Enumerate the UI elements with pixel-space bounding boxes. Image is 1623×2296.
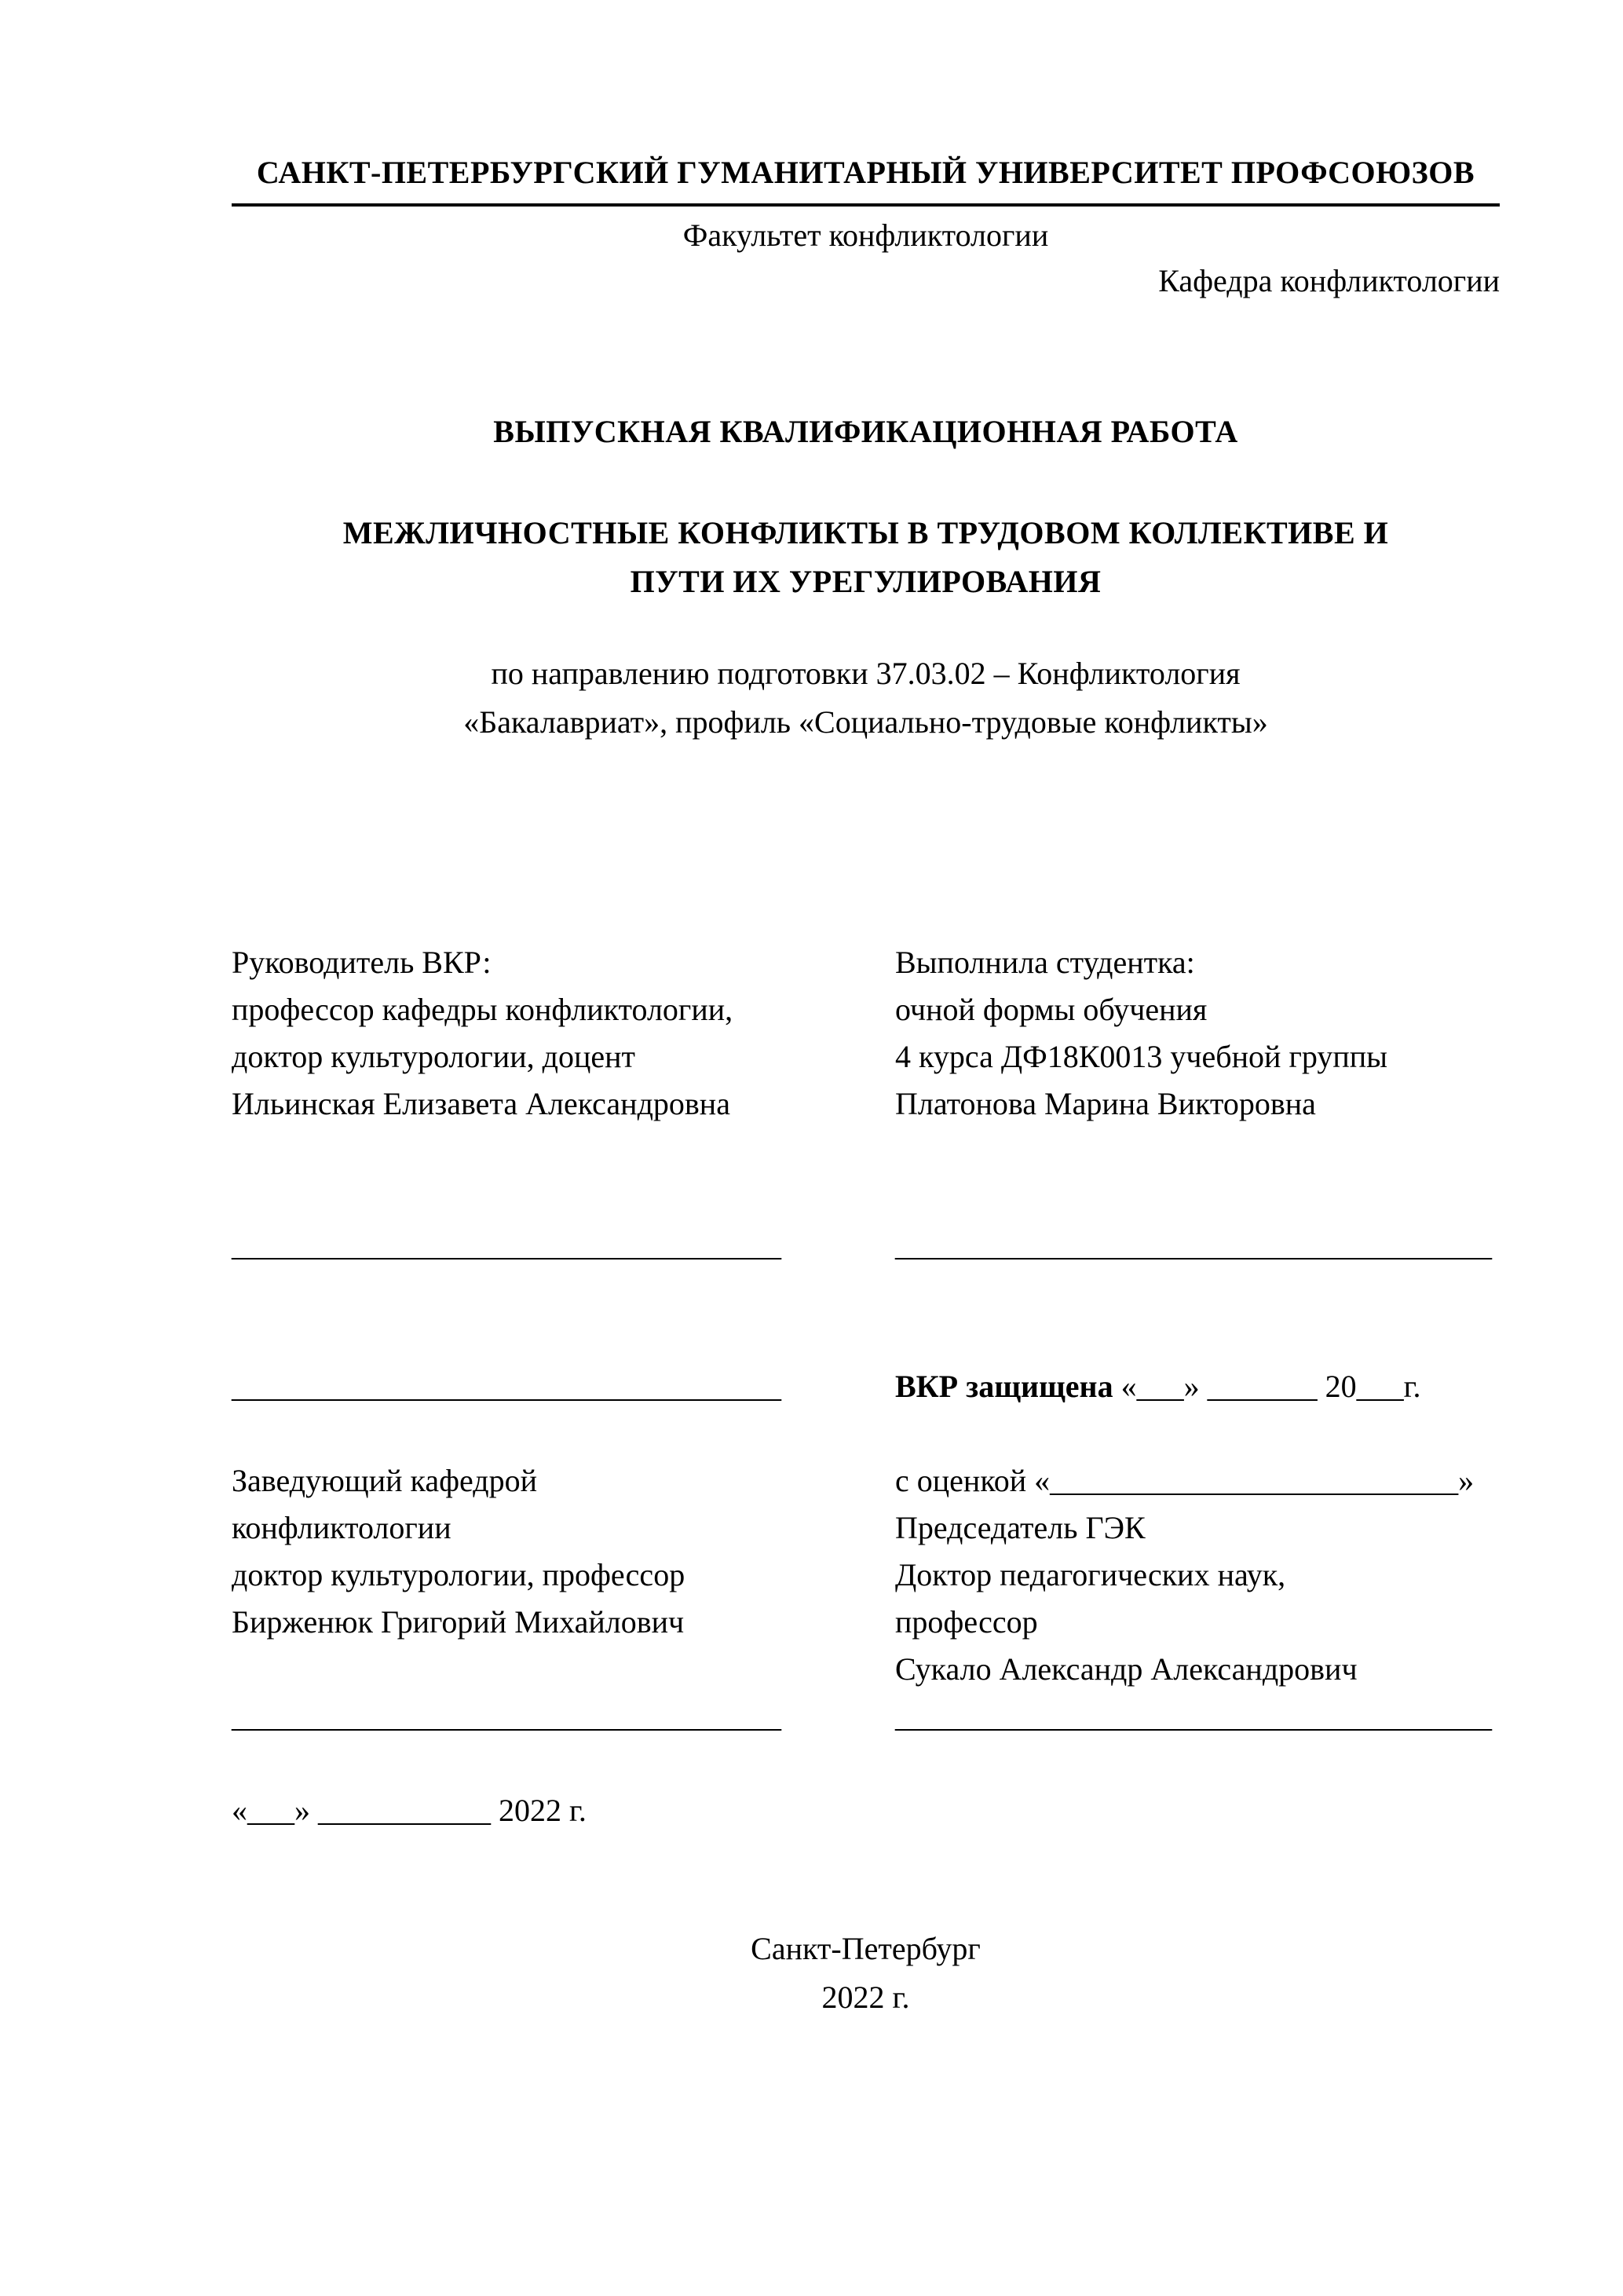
supervisor-name: Ильинская Елизавета Александровна bbox=[232, 1086, 730, 1121]
supervisor-position-line-1: профессор кафедры конфликтологии, bbox=[232, 992, 733, 1027]
spacer bbox=[232, 1269, 895, 1316]
spacer bbox=[895, 1175, 1500, 1222]
work-type-heading: ВЫПУСКНАЯ КВАЛИФИКАЦИОННАЯ РАБОТА bbox=[493, 414, 1238, 449]
spacer bbox=[232, 1316, 895, 1363]
spacer bbox=[232, 1410, 895, 1457]
head-signature-line: ___________________________________ bbox=[232, 1698, 781, 1734]
approval-date-line: «___» ___________ 2022 г. bbox=[232, 1793, 587, 1828]
supervisor-position-line-2: доктор культурологии, доцент bbox=[232, 1039, 636, 1074]
spacer bbox=[895, 1410, 1500, 1457]
page-content bbox=[232, 153, 1500, 2022]
defended-label: ВКР защищена bbox=[895, 1369, 1113, 1404]
footer bbox=[232, 1925, 1500, 2022]
supervisor-signature-line: ___________________________________ bbox=[232, 1227, 781, 1263]
right-column bbox=[895, 939, 1500, 1834]
spacer bbox=[232, 1740, 895, 1787]
student-name: Платонова Марина Викторовна bbox=[895, 1086, 1316, 1121]
spacer bbox=[232, 1175, 895, 1222]
grade-line: с оценкой «__________________________» bbox=[895, 1463, 1475, 1498]
head-of-department-name: Бирженюк Григорий Михайлович bbox=[232, 1604, 685, 1640]
department-name: Кафедра конфликтологии bbox=[1158, 263, 1500, 298]
student-study-form: очной формы обучения bbox=[895, 992, 1208, 1027]
program-info bbox=[232, 649, 1500, 747]
head-of-department-label-line-1: Заведующий кафедрой bbox=[232, 1463, 538, 1498]
spacer bbox=[895, 1269, 1500, 1316]
supervisor-label: Руководитель ВКР: bbox=[232, 945, 492, 980]
spacer bbox=[895, 1316, 1500, 1363]
student-signature-line: ______________________________________ bbox=[895, 1227, 1492, 1263]
year: 2022 г. bbox=[821, 1980, 910, 2015]
header-divider bbox=[232, 203, 1500, 207]
left-column bbox=[232, 939, 895, 1834]
chairman-label: Председатель ГЭК bbox=[895, 1510, 1146, 1545]
program-profile: «Бакалавриат», профиль «Социально-трудовые конфликты» bbox=[463, 704, 1268, 740]
faculty-name: Факультет конфликтологии bbox=[682, 218, 1049, 253]
defended-date-blanks: «___» _______ 20___г. bbox=[1113, 1369, 1421, 1404]
spacer bbox=[232, 1128, 895, 1175]
chairman-position-line-1: Доктор педагогических наук, bbox=[895, 1557, 1286, 1592]
head-of-department-position: доктор культурологии, профессор bbox=[232, 1557, 685, 1592]
thesis-title-line-1: МЕЖЛИЧНОСТНЫЕ КОНФЛИКТЫ В ТРУДОВОМ КОЛЛЕКТИВЕ И bbox=[342, 515, 1389, 550]
chairman-name: Сукало Александр Александрович bbox=[895, 1651, 1358, 1687]
chairman-signature-line: ______________________________________ bbox=[895, 1698, 1492, 1734]
defended-line bbox=[895, 1363, 1500, 1410]
city: Санкт-Петербург bbox=[751, 1931, 981, 1966]
university-name: САНКТ-ПЕТЕРБУРГСКИЙ ГУМАНИТАРНЫЙ УНИВЕРСИТЕТ ПРОФСОЮЗОВ bbox=[256, 155, 1475, 190]
thesis-title bbox=[232, 509, 1500, 606]
second-signature-line: ___________________________________ bbox=[232, 1369, 781, 1404]
head-of-department-label-line-2: конфликтологии bbox=[232, 1510, 451, 1545]
student-label: Выполнила студентка: bbox=[895, 945, 1195, 980]
thesis-title-line-2: ПУТИ ИХ УРЕГУЛИРОВАНИЯ bbox=[630, 564, 1102, 599]
signature-columns bbox=[232, 939, 1500, 1834]
program-direction: по направлению подготовки 37.03.02 – Конфликтология bbox=[491, 656, 1241, 691]
spacer bbox=[895, 1128, 1500, 1175]
chairman-position-line-2: профессор bbox=[895, 1604, 1038, 1640]
spacer bbox=[232, 1646, 895, 1693]
student-group: 4 курса ДФ18К0013 учебной группы bbox=[895, 1039, 1388, 1074]
